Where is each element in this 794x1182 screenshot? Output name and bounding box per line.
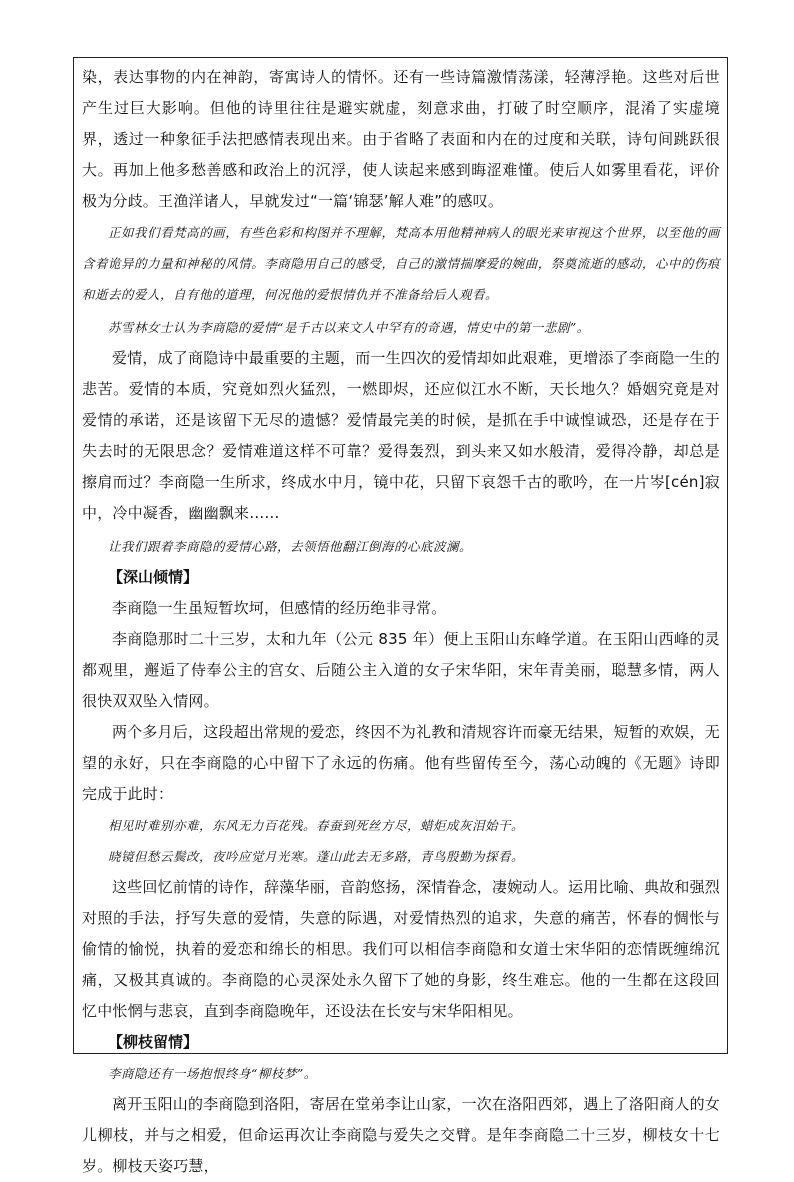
commentary-paragraph: 李商隐还有一场抱恨终身“柳枝梦”。 <box>108 1066 317 1081</box>
commentary-paragraph: 苏雪林女士认为李商隐的爱情“是千古以来文人中罕有的奇遇，情史中的第一悲剧”。 <box>108 320 590 335</box>
body-paragraph: 这些回忆前情的诗作，辞藻华丽，音韵悠扬，深情眷念，凄婉动人。运用比喻、典故和强烈对照的手法，抒写失意的爱情，失意的际遇，对爱情热烈的追求，失意的痛苦，怀春的惆怅与偷情的愉悦，执着的爱恋和绵长的相思。我们可以相信李商隐和女道士宋华阳的恋情既缠绵沉痛，又极其真诚的。李商隐的心灵深处永久留下了她的身影，终生难忘。他的一生都在这段回忆中怅惘与悲哀，直到李商隐晚年，还设法在长安与宋华阳相见。 <box>82 878 721 1020</box>
body-paragraph: 两个多月后，这段超出常规的爱恋，终因不为礼教和清规容许而豪无结果，短暂的欢娱，无望的永好，只在李商隐的心中留下了永远的伤痛。他有些留传至今，荡心动魄的《无题》诗即完成于此时： <box>82 723 721 803</box>
body-paragraph: 爱情，成了商隐诗中最重要的主题，而一生四次的爱情却如此艰难，更增添了李商隐一生的悲苦。爱情的本质，究竟如烈火猛烈，一燃即烬，还应似江水不断，天长地久？婚姻究竟是对爱情的承诺，还是该留下无尽的遗憾？爱情最完美的时候，是抓在手中诚惶诚恐，还是存在于失去时的无限思念？爱情难道这样不可靠？爱得轰烈，到头来又如水般清，爱得冷静，却总是擦肩而过？李商隐一生所求，终成水中月，镜中花，只留下哀怨千古的歌吟，在一片岑[cén]寂中，冷中凝香，幽幽飘来…… <box>82 349 721 522</box>
body-paragraph: 李商隐一生虽短暂坎坷，但感情的经历绝非寻常。 <box>112 599 447 617</box>
body-paragraph: 染，表达事物的内在神韵，寄寓诗人的情怀。还有一些诗篇激情荡漾，轻薄浮艳。这些对后世产生过巨大影响。但他的诗里往往是避实就虚，刻意求曲，打破了时空顺序，混淆了实虚境界，透过一种象征手法把感情表现出来。由于省略了表面和内在的过度和关联，诗句间跳跃很大。再加上他多愁善感和政治上的沉浮，使人读起来感到晦涩难懂。使后人如雾里看花，评价极为分歧。王渔洋诸人，早就发过“一篇‘锦瑟’解人难”的感叹。 <box>82 68 720 210</box>
body-paragraph: 李商隐那时二十三岁，太和九年（公元 835 年）便上玉阳山东峰学道。在玉阳山西峰的灵都观里，邂逅了侍奉公主的宫女、后随公主入道的女子宋华阳，宋年青美丽，聪慧多情，两人很快双双坠入情网。 <box>82 630 720 710</box>
section-heading: 【柳枝留情】 <box>108 1033 199 1051</box>
commentary-paragraph: 让我们跟着李商隐的爱情心路，去领悟他翻江倒海的心底波澜。 <box>108 539 473 554</box>
poem-line: 晓镜但愁云鬓改，夜吟应觉月光寒。蓬山此去无多路，青鸟殷勤为探看。 <box>108 849 525 864</box>
section-heading: 【深山倾情】 <box>108 568 199 586</box>
poem-line: 相见时难别亦难，东风无力百花残。春蚕到死丝方尽，蜡炬成灰泪始干。 <box>108 818 525 833</box>
document-frame <box>73 57 728 1175</box>
commentary-paragraph: 正如我们看梵高的画，有些色彩和构图并不理解，梵高本用他精神病人的眼光来审视这个世界，以至他的画含着诡异的力量和神秘的风情。李商隐用自己的感受，自己的激情揣摩爱的婉曲，祭奠流逝的感动，心中的伤痕和逝去的爱人，自有他的道理，何况他的爱恨情仇并不准备给后人观看。 <box>82 225 720 302</box>
body-paragraph: 离开玉阳山的李商隐到洛阳，寄居在堂弟李让山家，一次在洛阳西郊，遇上了洛阳商人的女儿柳枝，并与之相爱，但命运再次让李商隐与爱失之交臂。是年李商隐二十三岁，柳枝女十七岁。柳枝天姿巧慧， <box>82 1095 721 1175</box>
